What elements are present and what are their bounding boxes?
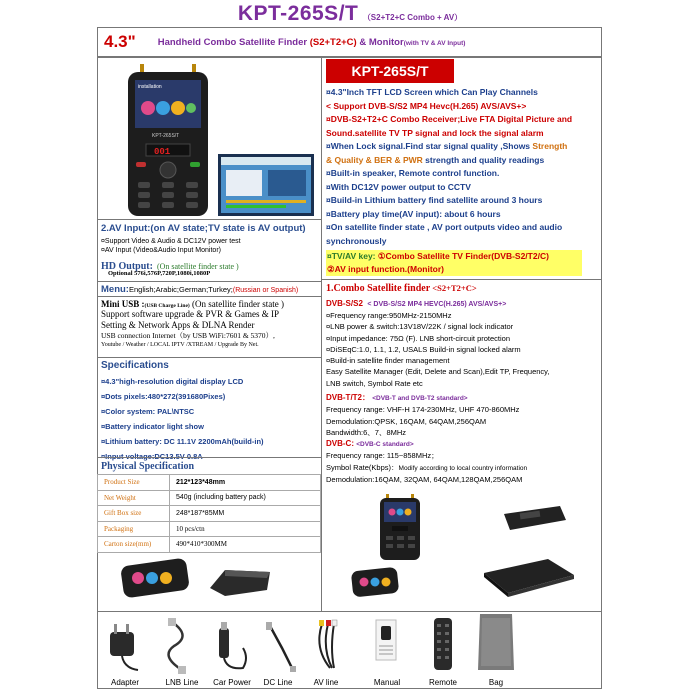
- dvbs-section: [326, 298, 600, 389]
- adapter-image: [104, 618, 144, 674]
- device-angle-image: [348, 565, 404, 599]
- phys-key: Gift Box size: [98, 506, 170, 522]
- dvbs-line: ¤Frequency range:950MHz-2150MHz: [326, 311, 452, 320]
- dvbc-line: [326, 462, 600, 475]
- device-front-image: [376, 494, 424, 562]
- dvbt-line: Frequency range: VHF-H 174-230MHz, UHF 470-860MHz: [326, 405, 520, 414]
- header-desc-b: (S2+T2+C): [309, 36, 357, 48]
- dvbc-line: Frequency range: 115~858MHz；: [326, 451, 439, 460]
- accessory-label: Adapter: [110, 678, 140, 687]
- mini-usb-section: [101, 299, 319, 350]
- tv-av-key-box: [326, 250, 582, 276]
- hd-output-note: (On satellite finder state ): [156, 262, 239, 271]
- device-digits: 001: [154, 147, 171, 157]
- menu-langs-red: (Russian or Spanish): [232, 287, 299, 294]
- tv-av-line-1: [327, 250, 582, 263]
- divider: [97, 219, 321, 220]
- feature-line: ¤On satellite finder state , AV port outputs video and audio: [326, 222, 563, 232]
- dvbs-line: ¤LNB power & switch:13V18V/22K / signal lock indicator: [326, 322, 514, 332]
- dvbs-std: < DVB-S/S2 MP4 HEVC(H.265) AVS/AVS+>: [367, 301, 507, 308]
- device-side-angle-image: [478, 553, 578, 599]
- feature-extra: strength and quality readings: [422, 154, 545, 165]
- phys-key: Packaging: [98, 521, 170, 537]
- combo-heading-sub: <S2+T2+C>: [430, 283, 477, 293]
- dvbs-line: ¤Input impedance: 75Ω (F). LNB short-circuit protection: [326, 333, 511, 343]
- dvbs-line: ¤DiSEqC:1.0, 1.1, 1.2, USALS Build-in signal locked alarm: [326, 344, 521, 354]
- bag-image: [474, 610, 518, 674]
- header-desc-c: & Monitor: [356, 36, 404, 48]
- mini-usb-label: Mini USB :: [101, 299, 145, 309]
- av-input-line: ¤Support Video & Audio & DC12V power test: [101, 238, 241, 245]
- divider: [97, 611, 602, 612]
- av-input-lines: [101, 237, 319, 255]
- phys-key: Product Size: [98, 475, 170, 491]
- dvbt-header: [326, 392, 600, 404]
- accessory-label: Manual: [373, 678, 401, 687]
- dvbs-line: LNB switch, Symbol Rate etc: [326, 378, 423, 388]
- device-image: [118, 62, 218, 218]
- table-row: [98, 506, 321, 522]
- hd-output-label: HD Output:: [101, 261, 153, 272]
- physical-spec-table: [97, 474, 321, 553]
- model-badge: KPT-265S/T: [326, 59, 454, 83]
- accessory-label: Remote: [428, 678, 457, 687]
- feature-line: ¤With DC12V power output to CCTV: [326, 181, 471, 192]
- dvbc-section: [326, 438, 600, 486]
- phys-value: 212*123*48mm: [170, 475, 321, 491]
- dvbs-line: Easy Satellite Manager (Edit, Delete and Scan),Edit TP, Frequency,: [326, 367, 550, 377]
- mini-usb-note: (On satellite finder state ): [189, 299, 284, 309]
- feature-line: ¤Build-in Lithium battery find satellite around 3 hours: [326, 195, 543, 205]
- combo-heading: [326, 283, 477, 294]
- phys-key: Carton size(mm): [98, 537, 170, 553]
- table-row: [98, 490, 321, 506]
- dvbc-symbol-note: Modify according to local country information: [398, 464, 528, 472]
- feature-line: < Support DVB-S/S2 MP4 Hevc(H.265) AVS/AVS+>: [326, 100, 527, 111]
- device-top-image: [500, 500, 570, 534]
- table-row: [98, 475, 321, 491]
- spec-item: ¤Color system: PAL\NTSC: [101, 407, 195, 416]
- mini-usb-line: Setting & Network Apps & DLNA Render: [101, 320, 255, 330]
- tv-av-key-label: ¤TV/AV key:: [327, 251, 376, 261]
- dvbs-lines: [326, 310, 600, 389]
- feature-line: Sound.satellite TV TP signal and lock the signal alarm: [326, 127, 544, 138]
- phys-value: 10 pcs/ctn: [170, 521, 321, 537]
- manual-image: [372, 612, 402, 668]
- feature-line: [326, 154, 600, 168]
- device-brand-label: KPT-265S/T: [152, 133, 180, 139]
- tv-av-option-2: ②AV input function.(Monitor): [327, 264, 444, 274]
- menu-languages: [101, 284, 298, 295]
- dvbc-std: <DVB-C standard>: [356, 441, 414, 448]
- av-line-image: [310, 618, 350, 674]
- specifications-list: [101, 374, 319, 464]
- dvbc-lines: [326, 450, 600, 486]
- car-power-image: [213, 618, 253, 674]
- tv-screen-image: [218, 154, 314, 216]
- feature-text: & Quality & BER & PWR: [326, 154, 423, 165]
- dvbs-header: [326, 298, 600, 310]
- phys-value: 248*187*85MM: [170, 506, 321, 522]
- phys-value: 490*410*300MM: [170, 537, 321, 553]
- dvbc-line: Demodulation:16QAM, 32QAM, 64QAM,128QAM,256QAM: [326, 475, 523, 484]
- accessory-label: LNB Line: [165, 678, 199, 687]
- combo-heading-text: 1.Combo Satellite finder: [326, 283, 431, 294]
- specifications-heading: Specifications: [101, 360, 169, 371]
- tv-av-option-1: ①Combo Satellite TV Finder(DVB-S2/T2/C): [377, 251, 549, 261]
- feature-extra: Strength: [532, 141, 568, 151]
- header-bar: [97, 27, 602, 57]
- remote-image: [428, 614, 458, 674]
- feature-line: ¤Battery play time(AV input): about 6 hours: [326, 208, 501, 219]
- physical-heading: Physical Specification: [101, 461, 195, 472]
- table-row: [98, 521, 321, 537]
- dvbs-label: DVB-S/S2: [326, 299, 363, 308]
- dvbt-std: <DVB-T and DVB-T2 standard>: [372, 395, 468, 402]
- accessory-label: Bag: [488, 678, 504, 687]
- dc-line-image: [262, 618, 302, 674]
- phys-value: 540g (including battery pack): [170, 490, 321, 506]
- header-desc-a: Handheld Combo Satellite Finder: [157, 36, 310, 48]
- table-row: [98, 537, 321, 553]
- dvbt-label: DVB-T/T2：: [326, 393, 370, 402]
- divider: [97, 296, 321, 297]
- header-desc-d: (with TV & AV Input): [403, 39, 466, 47]
- mini-usb-line: USB connection Internet（by USB WiFi:7601 & 5370）,: [101, 331, 275, 340]
- accessory-label: AV line: [313, 678, 339, 687]
- dvbt-line: Bandwidth:6、7、8MHz: [326, 428, 407, 437]
- dvbc-header: [326, 438, 600, 450]
- feature-line: ¤Built-in speaker, Remote control function.: [326, 168, 500, 178]
- spec-item: ¤Lithium battery: DC 11.1V 2200mAh(build-in): [101, 437, 264, 446]
- model-title: KPT-265S/T: [237, 2, 359, 25]
- device-screen-text: installation: [138, 84, 162, 90]
- header-description: [158, 37, 466, 48]
- mini-usb-line: Youtube / Weather / LOCAL IPTV /XTREAM / Upgrade By Net.: [101, 342, 259, 348]
- device-back-image: [118, 556, 193, 598]
- title-suffix: （S2+T2+C Combo + AV）: [362, 13, 463, 22]
- spec-item: ¤4.3"high-resolution digital display LCD: [101, 377, 244, 386]
- divider: [321, 279, 602, 280]
- device-side-image: [205, 560, 275, 600]
- dvbc-symbol-label: Symbol Rate(Kbps)：: [326, 462, 399, 472]
- spec-item: ¤Dots pixels:480*272(391680Pixes): [101, 392, 226, 401]
- feature-line: ¤DVB-S2+T2+C Combo Receiver;Live FTA Digital Picture and: [326, 114, 573, 124]
- dvbt-section: [326, 392, 600, 439]
- feature-list: [326, 86, 600, 248]
- divider: [97, 281, 321, 282]
- feature-text: ¤When Lock signal.Find star signal quality ,Shows: [326, 141, 533, 151]
- mini-usb-small: (USB Charge Line): [144, 303, 190, 309]
- accessory-label: DC Line: [263, 678, 293, 687]
- lnb-line-image: [162, 616, 202, 676]
- phys-key: Net Weight: [98, 490, 170, 506]
- mini-usb-line: Support software upgrade & PVR & Games & IP: [101, 309, 279, 319]
- spec-item: ¤Battery indicator light show: [101, 422, 204, 431]
- dvbt-line: Demodulation:QPSK, 16QAM, 64QAM,256QAM: [326, 416, 487, 426]
- feature-line: [326, 140, 600, 154]
- dvbt-lines: [326, 404, 600, 439]
- feature-line: synchronously: [326, 235, 387, 246]
- hd-formats: Optional 576i,576P,720P,1080i,1080P: [108, 270, 211, 277]
- divider: [97, 457, 321, 458]
- accessory-label: Car Power: [213, 678, 251, 687]
- mini-usb-title: [101, 299, 319, 309]
- dvbc-label: DVB-C:: [326, 439, 354, 448]
- dvbs-line: ¤Build-in satellite finder management: [326, 356, 450, 366]
- column-divider: [321, 57, 322, 611]
- divider: [97, 357, 321, 358]
- av-input-heading: 2.AV Input:(on AV state;TV state is AV output): [101, 223, 306, 234]
- feature-line: ¤4.3"Inch TFT LCD Screen which Can Play Channels: [326, 87, 538, 97]
- av-input-line: ¤AV Input (Video&Audio Input Monitor): [101, 247, 221, 254]
- menu-label: Menu:: [101, 284, 129, 295]
- page-title: [0, 2, 700, 26]
- menu-langs: English;Arabic;German;Turkey;: [128, 285, 233, 294]
- screen-size: 4.3": [104, 32, 136, 51]
